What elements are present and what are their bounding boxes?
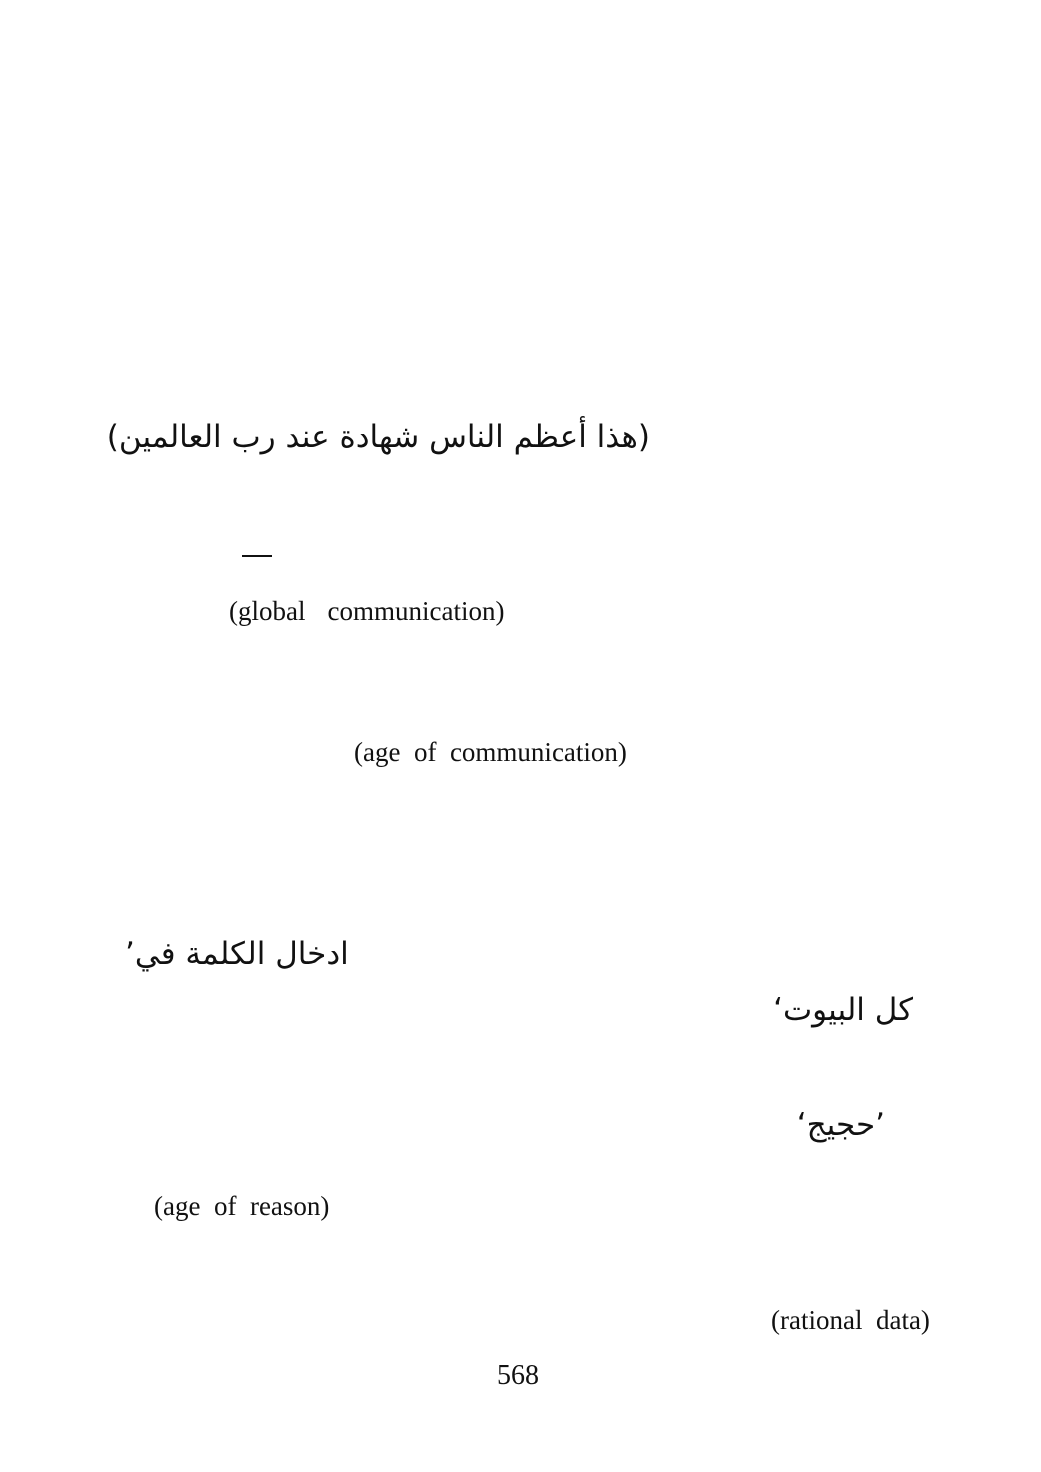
rational-data-term: (rational data) [771,1305,930,1335]
page-number: 568 [497,1360,539,1391]
em-dash [242,555,272,557]
age-of-reason-term: (age of reason) [154,1191,330,1221]
arabic-all-houses: كل البيوت‘ [773,992,913,1028]
arabic-entering-word: ادخال الكلمة في’ [125,936,349,972]
age-of-communication-term: (age of communication) [354,737,627,767]
arabic-quote: (هذا أعظم الناس شهادة عند رب العالمين) [106,419,650,455]
global-communication-term: (global communication) [229,596,505,626]
arabic-hajij: ’حجيج‘ [796,1107,885,1143]
